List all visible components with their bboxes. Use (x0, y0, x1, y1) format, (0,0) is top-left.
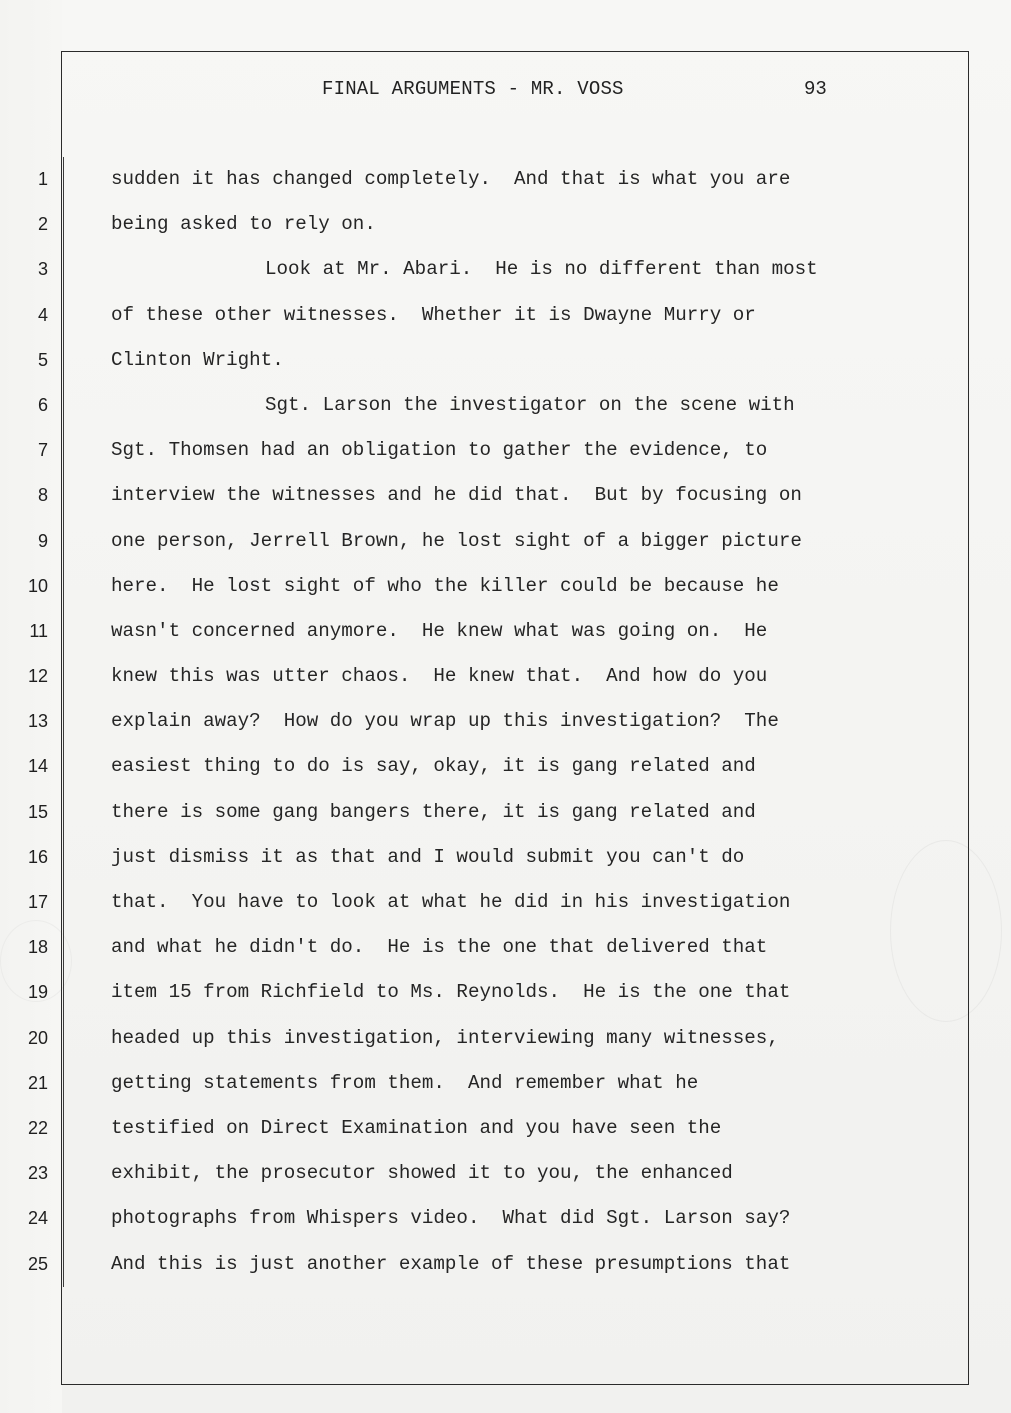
line-number: 17 (27, 892, 48, 912)
line-number: 25 (27, 1253, 48, 1274)
line-number: 12 (27, 666, 48, 687)
line-number: 10 (27, 575, 48, 596)
transcript-line: that. You have to look at what he did in his investigation (111, 891, 791, 913)
transcript-line: getting statements from them. And remember what he (111, 1071, 699, 1094)
line-number: 6 (37, 394, 48, 415)
transcript-line: wasn't concerned anymore. He knew what was going on. He (111, 619, 768, 642)
transcript-line: exhibit, the prosecutor showed it to you, the enhanced (111, 1162, 733, 1185)
line-number: 1 (37, 169, 48, 189)
line-number: 21 (27, 1072, 48, 1093)
line-number-rule (63, 157, 64, 1287)
transcript-line: here. He lost sight of who the killer could be because he (111, 574, 779, 597)
line-number: 15 (27, 801, 48, 822)
transcript-line: one person, Jerrell Brown, he lost sight of a bigger picture (111, 529, 802, 552)
line-number: 9 (37, 530, 48, 551)
line-number: 23 (27, 1163, 48, 1184)
transcript-line: interview the witnesses and he did that. But by focusing on (111, 484, 802, 507)
page-title: FINAL ARGUMENTS - MR. VOSS (322, 78, 624, 100)
transcript-line: knew this was utter chaos. He knew that. And how do you (111, 665, 768, 688)
page-header (0, 78, 1011, 106)
line-number: 5 (37, 349, 48, 370)
transcript-line: just dismiss it as that and I would submit you can't do (111, 845, 745, 868)
line-number: 20 (27, 1027, 48, 1048)
transcript-line: explain away? How do you wrap up this investigation? The (111, 710, 779, 733)
transcript-line: Clinton Wright. (111, 348, 284, 371)
page-number: 93 (804, 78, 827, 100)
transcript-line: of these other witnesses. Whether it is Dwayne Murry or (111, 303, 756, 326)
line-number: 2 (37, 214, 48, 235)
transcript-line: being asked to rely on. (111, 213, 376, 236)
transcript-line: And this is just another example of these presumptions that (111, 1252, 791, 1275)
line-number: 11 (29, 620, 48, 641)
line-number: 18 (27, 937, 48, 958)
line-number-column (10, 166, 48, 1296)
line-number: 8 (37, 485, 48, 506)
transcript-line: and what he didn't do. He is the one that delivered that (111, 936, 768, 959)
transcript-body (111, 166, 901, 1296)
transcript-line: item 15 from Richfield to Ms. Reynolds. He is the one that (111, 981, 791, 1004)
line-number: 22 (27, 1117, 48, 1138)
transcript-line: there is some gang bangers there, it is gang related and (111, 800, 756, 823)
line-number: 3 (37, 259, 48, 280)
transcript-line: Sgt. Larson the investigator on the scene with (265, 393, 795, 416)
transcript-line: easiest thing to do is say, okay, it is gang related and (111, 755, 756, 778)
transcript-line: Look at Mr. Abari. He is no different than most (265, 258, 818, 281)
line-number: 16 (27, 846, 48, 867)
transcript-line: testified on Direct Examination and you have seen the (111, 1116, 722, 1139)
transcript-line: sudden it has changed completely. And that is what you are (111, 168, 791, 190)
line-number: 19 (27, 982, 48, 1003)
transcript-line: photographs from Whispers video. What did Sgt. Larson say? (111, 1207, 791, 1230)
transcript-line: Sgt. Thomsen had an obligation to gather the evidence, to (111, 439, 768, 462)
line-number: 24 (27, 1208, 48, 1229)
line-number: 7 (37, 440, 48, 461)
line-number: 13 (27, 711, 48, 732)
line-number: 4 (37, 304, 48, 325)
transcript-line: headed up this investigation, interviewing many witnesses, (111, 1026, 779, 1049)
line-number: 14 (27, 756, 48, 777)
